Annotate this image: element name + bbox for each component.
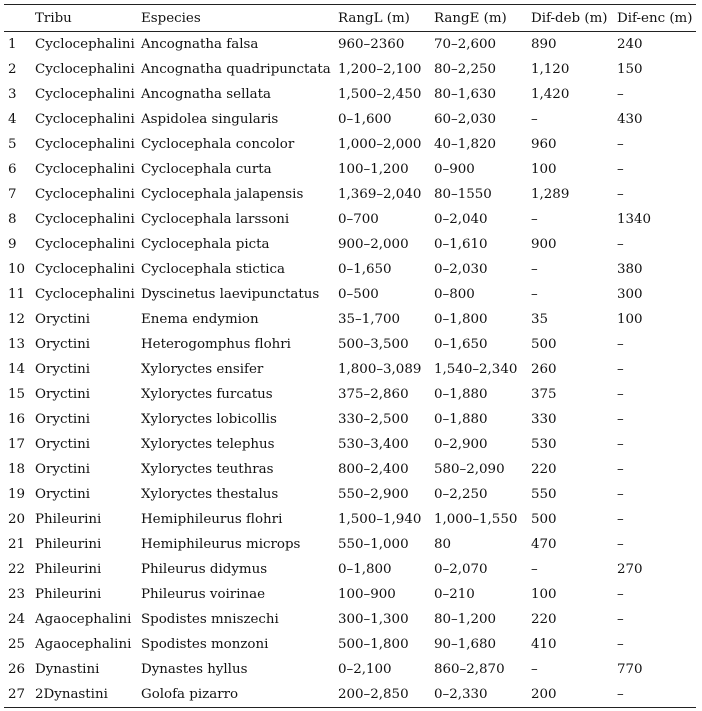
header-cell-tribu: Tribu bbox=[35, 10, 72, 26]
table-row bbox=[4, 357, 696, 382]
cell-number: 15 bbox=[8, 387, 26, 402]
cell-dif-enc: – bbox=[617, 412, 624, 427]
cell-dif-deb: 1,120 bbox=[531, 62, 570, 77]
cell-dif-enc: – bbox=[617, 137, 624, 152]
cell-especies: Xyloryctes lobicollis bbox=[141, 412, 277, 427]
table-row bbox=[4, 682, 696, 708]
cell-rangl: 530–3,400 bbox=[338, 437, 409, 452]
table-row bbox=[4, 482, 696, 507]
cell-range: 0–2,900 bbox=[434, 437, 488, 452]
table-row bbox=[4, 307, 696, 332]
cell-dif-enc: 1340 bbox=[617, 212, 652, 227]
cell-range: 580–2,090 bbox=[434, 462, 505, 477]
cell-tribu: Phileurini bbox=[35, 512, 102, 527]
cell-especies: Ancognatha quadripunctata bbox=[141, 62, 331, 77]
cell-dif-enc: – bbox=[617, 362, 624, 377]
cell-rangl: 300–1,300 bbox=[338, 612, 409, 627]
cell-number: 17 bbox=[8, 437, 26, 452]
cell-range: 0–2,330 bbox=[434, 687, 488, 702]
cell-dif-enc: – bbox=[617, 587, 624, 602]
cell-number: 8 bbox=[8, 212, 17, 227]
cell-especies: Dyscinetus laevipunctatus bbox=[141, 287, 320, 302]
cell-rangl: 0–1,650 bbox=[338, 262, 392, 277]
cell-dif-deb: 200 bbox=[531, 687, 557, 702]
cell-especies: Cyclocephala concolor bbox=[141, 137, 295, 152]
table-row bbox=[4, 457, 696, 482]
cell-dif-deb: 900 bbox=[531, 237, 557, 252]
cell-dif-deb: – bbox=[531, 112, 538, 127]
table-row bbox=[4, 107, 696, 132]
cell-especies: Xyloryctes telephus bbox=[141, 437, 275, 452]
table-row bbox=[4, 507, 696, 532]
cell-number: 9 bbox=[8, 237, 17, 252]
table-row bbox=[4, 332, 696, 357]
cell-tribu: Cyclocephalini bbox=[35, 187, 135, 202]
cell-rangl: 0–1,800 bbox=[338, 562, 392, 577]
cell-tribu: Oryctini bbox=[35, 337, 91, 352]
cell-tribu: Oryctini bbox=[35, 387, 91, 402]
cell-dif-enc: – bbox=[617, 487, 624, 502]
species-elevation-table bbox=[4, 4, 696, 708]
cell-number: 21 bbox=[8, 537, 26, 552]
cell-range: 0–1,800 bbox=[434, 312, 488, 327]
cell-range: 80–1,630 bbox=[434, 87, 497, 102]
cell-especies: Spodistes monzoni bbox=[141, 637, 269, 652]
cell-dif-enc: – bbox=[617, 637, 624, 652]
cell-number: 1 bbox=[8, 37, 17, 52]
cell-dif-deb: 375 bbox=[531, 387, 557, 402]
header-cell-especies: Especies bbox=[141, 10, 201, 26]
cell-especies: Aspidolea singularis bbox=[141, 112, 279, 127]
cell-number: 26 bbox=[8, 662, 26, 677]
cell-range: 40–1,820 bbox=[434, 137, 497, 152]
cell-range: 1,000–1,550 bbox=[434, 512, 518, 527]
cell-especies: Cyclocephala curta bbox=[141, 162, 272, 177]
cell-especies: Enema endymion bbox=[141, 312, 259, 327]
cell-tribu: Cyclocephalini bbox=[35, 112, 135, 127]
cell-range: 860–2,870 bbox=[434, 662, 505, 677]
cell-dif-deb: – bbox=[531, 562, 538, 577]
cell-dif-deb: 470 bbox=[531, 537, 557, 552]
cell-range: 0–1,880 bbox=[434, 387, 488, 402]
cell-especies: Heterogomphus flohri bbox=[141, 337, 291, 352]
table-row bbox=[4, 607, 696, 632]
cell-range: 0–2,070 bbox=[434, 562, 488, 577]
cell-tribu: Cyclocephalini bbox=[35, 237, 135, 252]
cell-dif-enc: – bbox=[617, 237, 624, 252]
cell-number: 7 bbox=[8, 187, 17, 202]
cell-number: 20 bbox=[8, 512, 26, 527]
cell-especies: Cyclocephala larssoni bbox=[141, 212, 290, 227]
cell-dif-enc: – bbox=[617, 537, 624, 552]
cell-especies: Spodistes mniszechi bbox=[141, 612, 279, 627]
table-row bbox=[4, 382, 696, 407]
header-row bbox=[4, 5, 696, 32]
cell-rangl: 900–2,000 bbox=[338, 237, 409, 252]
cell-dif-enc: 300 bbox=[617, 287, 643, 302]
cell-tribu: Agaocephalini bbox=[35, 612, 132, 627]
cell-dif-deb: 260 bbox=[531, 362, 557, 377]
cell-tribu: Cyclocephalini bbox=[35, 87, 135, 102]
species-table-container bbox=[4, 4, 696, 708]
cell-dif-enc: 380 bbox=[617, 262, 643, 277]
cell-dif-deb: 100 bbox=[531, 587, 557, 602]
cell-tribu: Agaocephalini bbox=[35, 637, 132, 652]
table-row bbox=[4, 557, 696, 582]
table-row bbox=[4, 182, 696, 207]
cell-number: 5 bbox=[8, 137, 17, 152]
cell-number: 10 bbox=[8, 262, 26, 277]
table-header bbox=[4, 5, 696, 32]
cell-number: 23 bbox=[8, 587, 26, 602]
cell-dif-enc: 430 bbox=[617, 112, 643, 127]
cell-especies: Xyloryctes furcatus bbox=[141, 387, 273, 402]
cell-especies: Xyloryctes ensifer bbox=[141, 362, 264, 377]
header-cell-number bbox=[4, 5, 31, 32]
cell-number: 22 bbox=[8, 562, 26, 577]
cell-tribu: Cyclocephalini bbox=[35, 162, 135, 177]
header-cell-dif-deb: Dif-deb (m) bbox=[531, 10, 608, 26]
cell-tribu: Oryctini bbox=[35, 362, 91, 377]
table-row bbox=[4, 207, 696, 232]
cell-range: 0–210 bbox=[434, 587, 475, 602]
cell-dif-deb: 1,289 bbox=[531, 187, 570, 202]
cell-number: 27 bbox=[8, 687, 26, 702]
cell-tribu: Cyclocephalini bbox=[35, 212, 135, 227]
cell-dif-enc: – bbox=[617, 387, 624, 402]
cell-dif-enc: – bbox=[617, 187, 624, 202]
cell-rangl: 200–2,850 bbox=[338, 687, 409, 702]
cell-dif-deb: 530 bbox=[531, 437, 557, 452]
cell-tribu: Phileurini bbox=[35, 562, 102, 577]
cell-range: 0–800 bbox=[434, 287, 475, 302]
cell-rangl: 35–1,700 bbox=[338, 312, 401, 327]
cell-rangl: 0–1,600 bbox=[338, 112, 392, 127]
cell-especies: Xyloryctes teuthras bbox=[141, 462, 274, 477]
cell-range: 70–2,600 bbox=[434, 37, 497, 52]
cell-especies: Phileurus voirinae bbox=[141, 587, 266, 602]
cell-dif-enc: 150 bbox=[617, 62, 643, 77]
table-row bbox=[4, 632, 696, 657]
cell-range: 0–2,030 bbox=[434, 262, 488, 277]
cell-tribu: Phileurini bbox=[35, 537, 102, 552]
cell-number: 14 bbox=[8, 362, 26, 377]
cell-tribu: Oryctini bbox=[35, 487, 91, 502]
cell-dif-deb: 100 bbox=[531, 162, 557, 177]
cell-dif-deb: 550 bbox=[531, 487, 557, 502]
cell-rangl: 1,000–2,000 bbox=[338, 137, 422, 152]
cell-rangl: 500–3,500 bbox=[338, 337, 409, 352]
cell-range: 0–1,610 bbox=[434, 237, 488, 252]
cell-rangl: 100–900 bbox=[338, 587, 396, 602]
table-row bbox=[4, 657, 696, 682]
cell-range: 90–1,680 bbox=[434, 637, 497, 652]
cell-rangl: 100–1,200 bbox=[338, 162, 409, 177]
cell-dif-enc: 240 bbox=[617, 37, 643, 52]
cell-especies: Hemiphileurus microps bbox=[141, 537, 301, 552]
cell-dif-enc: – bbox=[617, 512, 624, 527]
table-row bbox=[4, 282, 696, 307]
cell-especies: Phileurus didymus bbox=[141, 562, 268, 577]
cell-dif-deb: 220 bbox=[531, 612, 557, 627]
cell-tribu: Cyclocephalini bbox=[35, 262, 135, 277]
cell-tribu: Cyclocephalini bbox=[35, 37, 135, 52]
cell-dif-deb: – bbox=[531, 287, 538, 302]
cell-especies: Cyclocephala jalapensis bbox=[141, 187, 304, 202]
table-row bbox=[4, 157, 696, 182]
cell-number: 4 bbox=[8, 112, 17, 127]
cell-dif-deb: – bbox=[531, 662, 538, 677]
cell-dif-deb: – bbox=[531, 262, 538, 277]
cell-rangl: 1,369–2,040 bbox=[338, 187, 422, 202]
cell-tribu: Oryctini bbox=[35, 437, 91, 452]
cell-especies: Cyclocephala picta bbox=[141, 237, 270, 252]
cell-tribu: Dynastini bbox=[35, 662, 100, 677]
cell-dif-deb: 890 bbox=[531, 37, 557, 52]
cell-tribu: Oryctini bbox=[35, 312, 91, 327]
cell-tribu: Oryctini bbox=[35, 412, 91, 427]
cell-number: 25 bbox=[8, 637, 26, 652]
table-row bbox=[4, 57, 696, 82]
cell-rangl: 500–1,800 bbox=[338, 637, 409, 652]
table-body bbox=[4, 32, 696, 708]
cell-range: 80 bbox=[434, 537, 452, 552]
table-row bbox=[4, 82, 696, 107]
cell-dif-enc: – bbox=[617, 337, 624, 352]
cell-rangl: 375–2,860 bbox=[338, 387, 409, 402]
table-row bbox=[4, 407, 696, 432]
cell-dif-deb: 500 bbox=[531, 337, 557, 352]
cell-rangl: 0–700 bbox=[338, 212, 379, 227]
table-row bbox=[4, 32, 696, 58]
table-row bbox=[4, 257, 696, 282]
cell-range: 0–2,040 bbox=[434, 212, 488, 227]
cell-rangl: 550–1,000 bbox=[338, 537, 409, 552]
header-cell-rangl: RangL (m) bbox=[338, 10, 410, 26]
cell-range: 0–1,650 bbox=[434, 337, 488, 352]
cell-dif-enc: 100 bbox=[617, 312, 643, 327]
cell-rangl: 1,500–2,450 bbox=[338, 87, 422, 102]
cell-range: 80–2,250 bbox=[434, 62, 497, 77]
cell-especies: Cyclocephala stictica bbox=[141, 262, 285, 277]
cell-range: 80–1,200 bbox=[434, 612, 497, 627]
cell-number: 12 bbox=[8, 312, 26, 327]
cell-tribu: Cyclocephalini bbox=[35, 62, 135, 77]
cell-tribu: Cyclocephalini bbox=[35, 137, 135, 152]
cell-dif-deb: 220 bbox=[531, 462, 557, 477]
table-row bbox=[4, 132, 696, 157]
cell-rangl: 0–500 bbox=[338, 287, 379, 302]
cell-rangl: 550–2,900 bbox=[338, 487, 409, 502]
cell-tribu: Cyclocephalini bbox=[35, 287, 135, 302]
table-row bbox=[4, 232, 696, 257]
cell-range: 0–2,250 bbox=[434, 487, 488, 502]
cell-dif-deb: 35 bbox=[531, 312, 549, 327]
cell-dif-enc: – bbox=[617, 437, 624, 452]
cell-dif-enc: – bbox=[617, 612, 624, 627]
cell-especies: Golofa pizarro bbox=[141, 687, 239, 702]
cell-range: 1,540–2,340 bbox=[434, 362, 518, 377]
cell-dif-enc: – bbox=[617, 462, 624, 477]
cell-rangl: 800–2,400 bbox=[338, 462, 409, 477]
cell-tribu: Oryctini bbox=[35, 462, 91, 477]
table-row bbox=[4, 432, 696, 457]
cell-range: 80–1550 bbox=[434, 187, 492, 202]
cell-especies: Xyloryctes thestalus bbox=[141, 487, 279, 502]
cell-tribu: 2Dynastini bbox=[35, 687, 108, 702]
cell-dif-enc: – bbox=[617, 87, 624, 102]
cell-dif-enc: 770 bbox=[617, 662, 643, 677]
cell-number: 6 bbox=[8, 162, 17, 177]
cell-especies: Ancognatha falsa bbox=[141, 37, 259, 52]
cell-number: 3 bbox=[8, 87, 17, 102]
cell-dif-deb: 410 bbox=[531, 637, 557, 652]
cell-number: 19 bbox=[8, 487, 26, 502]
cell-rangl: 960–2360 bbox=[338, 37, 405, 52]
cell-number: 18 bbox=[8, 462, 26, 477]
cell-especies: Hemiphileurus flohri bbox=[141, 512, 283, 527]
cell-dif-enc: – bbox=[617, 687, 624, 702]
cell-especies: Ancognatha sellata bbox=[141, 87, 271, 102]
cell-tribu: Phileurini bbox=[35, 587, 102, 602]
cell-number: 16 bbox=[8, 412, 26, 427]
cell-dif-deb: 500 bbox=[531, 512, 557, 527]
cell-dif-deb: – bbox=[531, 212, 538, 227]
table-row bbox=[4, 582, 696, 607]
cell-dif-deb: 330 bbox=[531, 412, 557, 427]
header-cell-range: RangE (m) bbox=[434, 10, 507, 26]
cell-number: 13 bbox=[8, 337, 26, 352]
header-cell-dif-enc: Dif-enc (m) bbox=[617, 10, 693, 26]
cell-range: 0–900 bbox=[434, 162, 475, 177]
table-row bbox=[4, 532, 696, 557]
cell-rangl: 1,500–1,940 bbox=[338, 512, 422, 527]
cell-rangl: 0–2,100 bbox=[338, 662, 392, 677]
cell-rangl: 1,200–2,100 bbox=[338, 62, 422, 77]
cell-especies: Dynastes hyllus bbox=[141, 662, 248, 677]
cell-dif-deb: 1,420 bbox=[531, 87, 570, 102]
cell-number: 2 bbox=[8, 62, 17, 77]
cell-dif-enc: – bbox=[617, 162, 624, 177]
cell-number: 24 bbox=[8, 612, 26, 627]
cell-range: 0–1,880 bbox=[434, 412, 488, 427]
cell-number: 11 bbox=[8, 287, 26, 302]
cell-rangl: 1,800–3,089 bbox=[338, 362, 422, 377]
cell-dif-enc: 270 bbox=[617, 562, 643, 577]
cell-range: 60–2,030 bbox=[434, 112, 497, 127]
cell-rangl: 330–2,500 bbox=[338, 412, 409, 427]
cell-dif-deb: 960 bbox=[531, 137, 557, 152]
